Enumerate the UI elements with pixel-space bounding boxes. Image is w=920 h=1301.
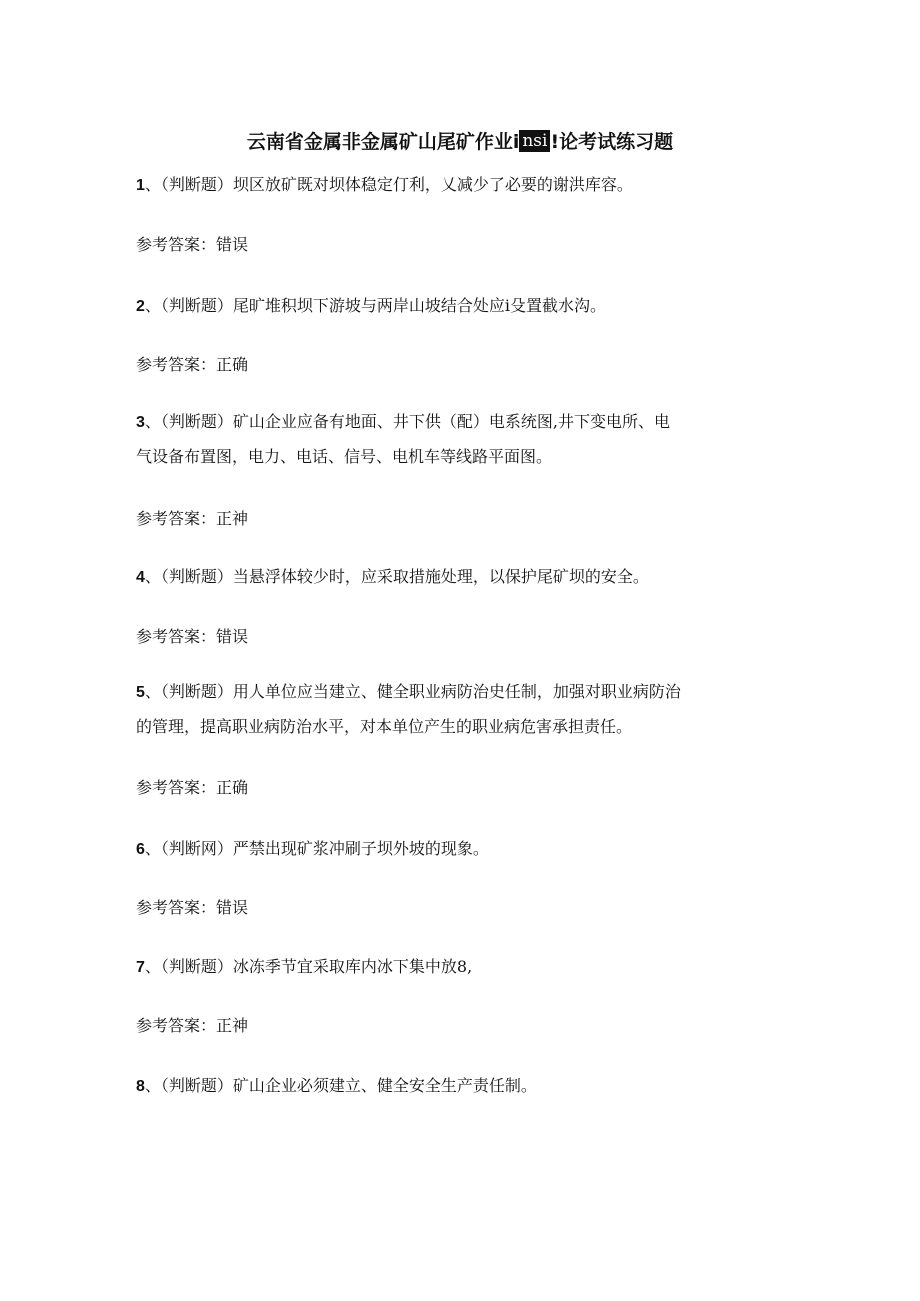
- question-separator: 、: [144, 682, 161, 701]
- question-2: [136, 296, 606, 317]
- question-3-continued: 气设备布置图，电力、电话、信号、电机车等线路平面图。: [136, 447, 553, 466]
- question-text: （判断网）严禁出现矿浆冲刷子坝外坡的现象。: [160, 839, 489, 858]
- question-separator: 、: [144, 957, 161, 976]
- title-text-end: !论考试练习题: [550, 131, 674, 153]
- question-5-continued: 的管理，提高职业病防治水平，对本单位产生的职业病危害承担责任。: [136, 717, 633, 736]
- question-number: 8: [136, 1078, 145, 1095]
- question-text: （判断题）当悬浮体较少时，应采取措施处理，以保护尾矿坝的安全。: [160, 567, 649, 586]
- document-title: [0, 127, 920, 154]
- question-text: （判断题）尾旷堆积坝下游坡与两岸山坡结合处应i殳置截水沟。: [160, 296, 607, 315]
- question-5: [136, 682, 681, 703]
- question-text: （判断题）用人单位应当建立、健全职业病防治史任制，加强对职业病防治: [160, 682, 681, 701]
- answer-5: 参考答案：正确: [136, 778, 249, 797]
- question-number: 1: [136, 177, 145, 194]
- question-number: 6: [136, 841, 145, 858]
- title-text-start: 云南省金属非金属矿山尾矿作业i: [246, 131, 520, 153]
- question-separator: 、: [144, 175, 161, 194]
- question-number: 3: [136, 414, 145, 431]
- question-number: 4: [136, 569, 145, 586]
- question-separator: 、: [144, 296, 161, 315]
- question-text: （判断题）矿山企业必须建立、健全安全生产责任制。: [160, 1076, 537, 1095]
- answer-6: 参考答案：错误: [136, 898, 249, 917]
- question-number: 7: [136, 959, 145, 976]
- question-separator: 、: [144, 1076, 161, 1095]
- question-number: 5: [136, 684, 145, 701]
- answer-2: 参考答案：正确: [136, 355, 249, 374]
- question-text: （判断题）坝区放矿既对坝体稳定仃利，乂减少了必要的谢洪库容。: [160, 175, 633, 194]
- answer-7: 参考答案：正神: [136, 1016, 249, 1035]
- question-1: [136, 175, 633, 196]
- answer-4: 参考答案：错误: [136, 627, 249, 646]
- question-4: [136, 567, 649, 588]
- question-separator: 、: [144, 839, 161, 858]
- question-text: （判断题）冰冻季节宜采取库内冰下集中放8,: [160, 957, 473, 976]
- title-redacted-box: nsi: [519, 130, 550, 152]
- answer-1: 参考答案：错误: [136, 235, 249, 254]
- question-separator: 、: [144, 412, 161, 431]
- question-3: [136, 412, 670, 433]
- question-6: [136, 839, 489, 860]
- question-8: [136, 1076, 537, 1097]
- question-text: （判断题）矿山企业应备有地面、井下供（配）电系统图,井下变电所、电: [160, 412, 671, 431]
- question-separator: 、: [144, 567, 161, 586]
- answer-3: 参考答案：正神: [136, 509, 249, 528]
- question-number: 2: [136, 298, 145, 315]
- question-7: [136, 957, 472, 978]
